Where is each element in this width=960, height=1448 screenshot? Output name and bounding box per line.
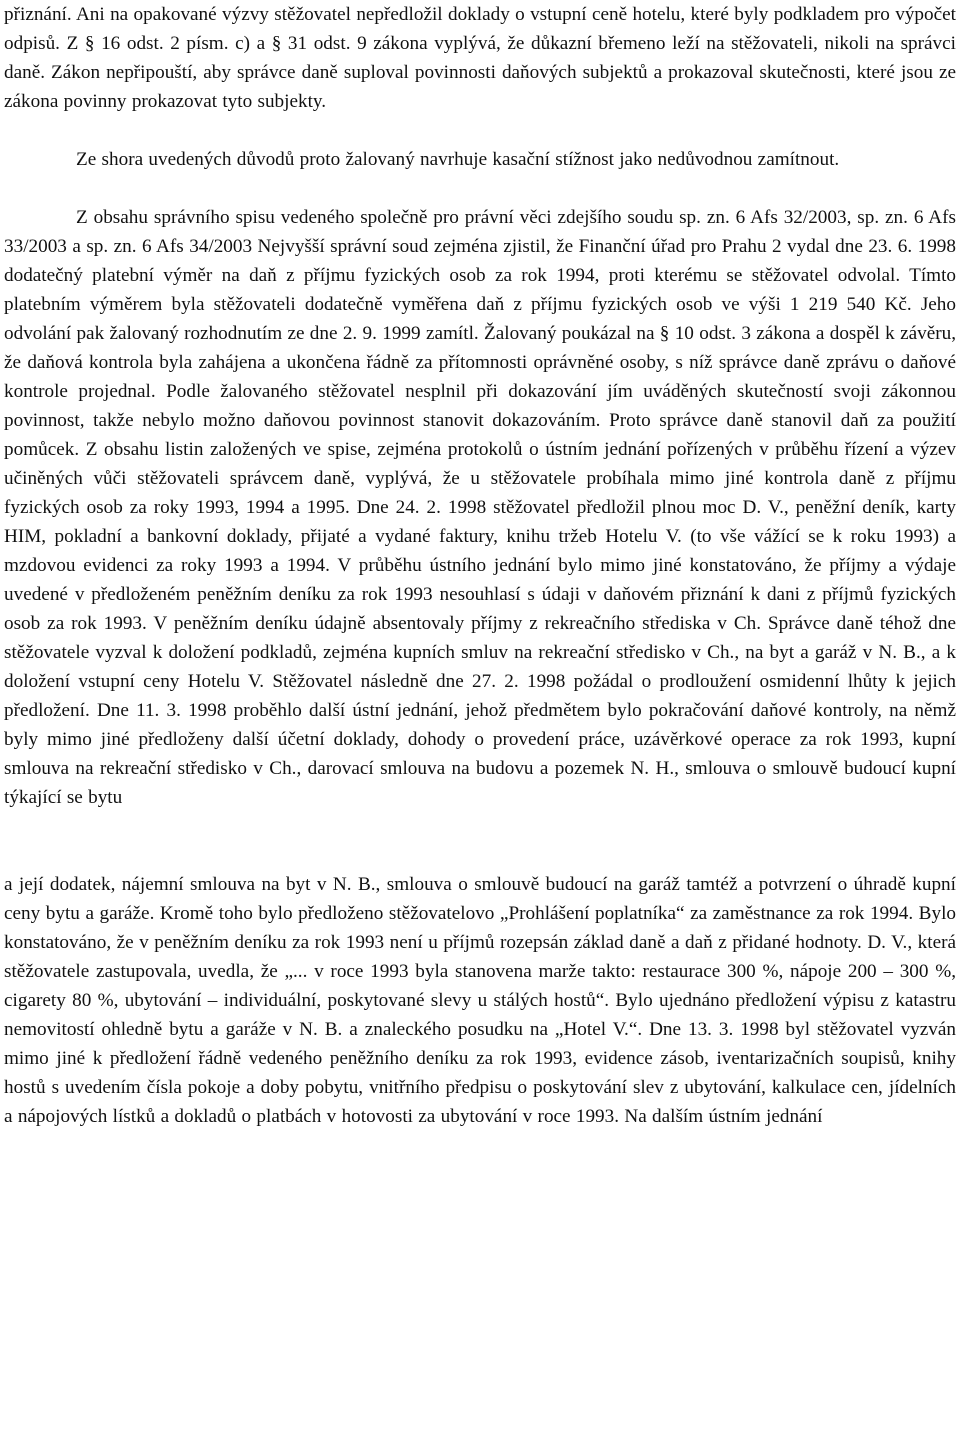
- paragraph-spacer: [4, 174, 956, 203]
- paragraph-file-contents-continued: a její dodatek, nájemní smlouva na byt v N. B., smlouva o smlouvě budoucí na garáž tamtéž a potvrzení o úhradě kupní ceny bytu a garáže. Kromě toho bylo předloženo stěžovatelovo „Prohlášení poplatníka“ za zaměstnance za rok 1994. Bylo konstatováno, že v peněžním deníku za rok 1993 není u příjmů rozepsán základ daně a daň z přidané hodnoty. D. V., která stěžovatele zastupovala, uvedla, že „... v roce 1993 byla stanovena marže takto: restaurace 300 %, nápoje 200 – 300 %, cigarety 80 %, ubytování – individuální, poskytované slevy u stálých hostů“. Bylo ujednáno předložení výpisu z katastru nemovitostí ohledně bytu a garáže v N. B. a znaleckého posudku na „Hotel V.“. Dne 13. 3. 1998 byl stěžovatel vyzván mimo jiné k předložení řádně vedeného peněžního deníku za rok 1993, evidence zásob, iventarizačních soupisů, knihy hostů s uvedením čísla pokoje a doby pobytu, vnitřního předpisu o poskytování slev z ubytování, kalkulace cen, jídelních a nápojových lístků a dokladů o platbách v hotovosti za ubytování v roce 1993. Na dalším ústním jednání: [4, 874, 956, 1127]
- paragraph-conclusion: Ze shora uvedených důvodů proto žalovaný navrhuje kasační stížnost jako nedůvodnou zamítnout.: [76, 149, 840, 170]
- document-page: [4, 0, 956, 1131]
- paragraph-file-contents: Z obsahu správního spisu vedeného společně pro právní věci zdejšího soudu sp. zn. 6 Afs 32/2003, sp. zn. 6 Afs 33/2003 a sp. zn. 6 Afs 34/2003 Nejvyšší správní soud zejména zjistil, že Finanční úřad pro Prahu 2 vydal dne 23. 6. 1998 dodatečný platební výměr na daň z příjmu fyzických osob za rok 1994, proti kterému se stěžovatel odvolal. Tímto platebním výměrem byla stěžovateli dodatečně vyměřena daň z příjmu fyzických osob ve výši 1 219 540 Kč. Jeho odvolání pak žalovaný rozhodnutím ze dne 2. 9. 1999 zamítl. Žalovaný poukázal na § 10 odst. 3 zákona a dospěl k závěru, že daňová kontrola byla zahájena a ukončena řádně za přítomnosti oprávněné osoby, s níž správce daně zprávu o daňové kontrole projednal. Podle žalovaného stěžovatel nesplnil při dokazování jím uváděných skutečností svoji zákonnou povinnost, takže nebylo možno daňovou povinnost stanovit dokazováním. Proto správce daně stanovil daň za použití pomůcek. Z obsahu listin založených ve spise, zejména protokolů o ústním jednání pořízených v průběhu řízení a výzev učiněných vůči stěžovateli správcem daně, vyplývá, že u stěžovatele probíhala mimo jiné kontrola daně z příjmu fyzických osob za roky 1993, 1994 a 1995. Dne 24. 2. 1998 stěžovatel předložil plnou moc D. V., peněžní deník, karty HIM, pokladní a bankovní doklady, přijaté a vydané faktury, knihu tržeb Hotelu V. (to vše vážící se k roku 1993) a mzdovou evidenci za roky 1993 a 1994. V průběhu ústního jednání bylo mimo jiné konstatováno, že příjmy a výdaje uvedené v předloženém peněžním deníku za rok 1993 nesouhlasí s údaji v daňovém přiznání k dani z příjmů fyzických osob za rok 1993. V peněžním deníku údajně absentovaly příjmy z rekreačního střediska v Ch. Správce daně téhož dne stěžovatele vyzval k doložení podkladů, zejména kupních smluv na rekreační středisko v Ch., na byt a garáž v N. B., a k doložení vstupní ceny Hotelu V. Stěžovatel následně dne 27. 2. 1998 požádal o prodloužení osmidenní lhůty k jejich předložení. Dne 11. 3. 1998 proběhlo další ústní jednání, jehož předmětem bylo pokračování daňové kontroly, na němž byly mimo jiné předloženy další účetní doklady, dohody o provedení práce, uzávěrkové operace za rok 1993, kupní smlouva na rekreační středisko v Ch., darovací smlouva na budovu a pozemek N. H., smlouva o smlouvě budoucí kupní týkající se bytu: [4, 207, 956, 808]
- page-break-gap: [4, 812, 956, 870]
- paragraph-continuation: přiznání. Ani na opakované výzvy stěžovatel nepředložil doklady o vstupní ceně hotelu, které byly podkladem pro výpočet odpisů. Z § 16 odst. 2 písm. c) a § 31 odst. 9 zákona vyplývá, že důkazní břemeno leží na stěžovateli, nikoli na správci daně. Zákon nepřipouští, aby správce daně suploval povinnosti daňových subjektů a prokazoval skutečnosti, které jsou ze zákona povinny prokazovat tyto subjekty.: [4, 4, 956, 112]
- paragraph-spacer: [4, 116, 956, 145]
